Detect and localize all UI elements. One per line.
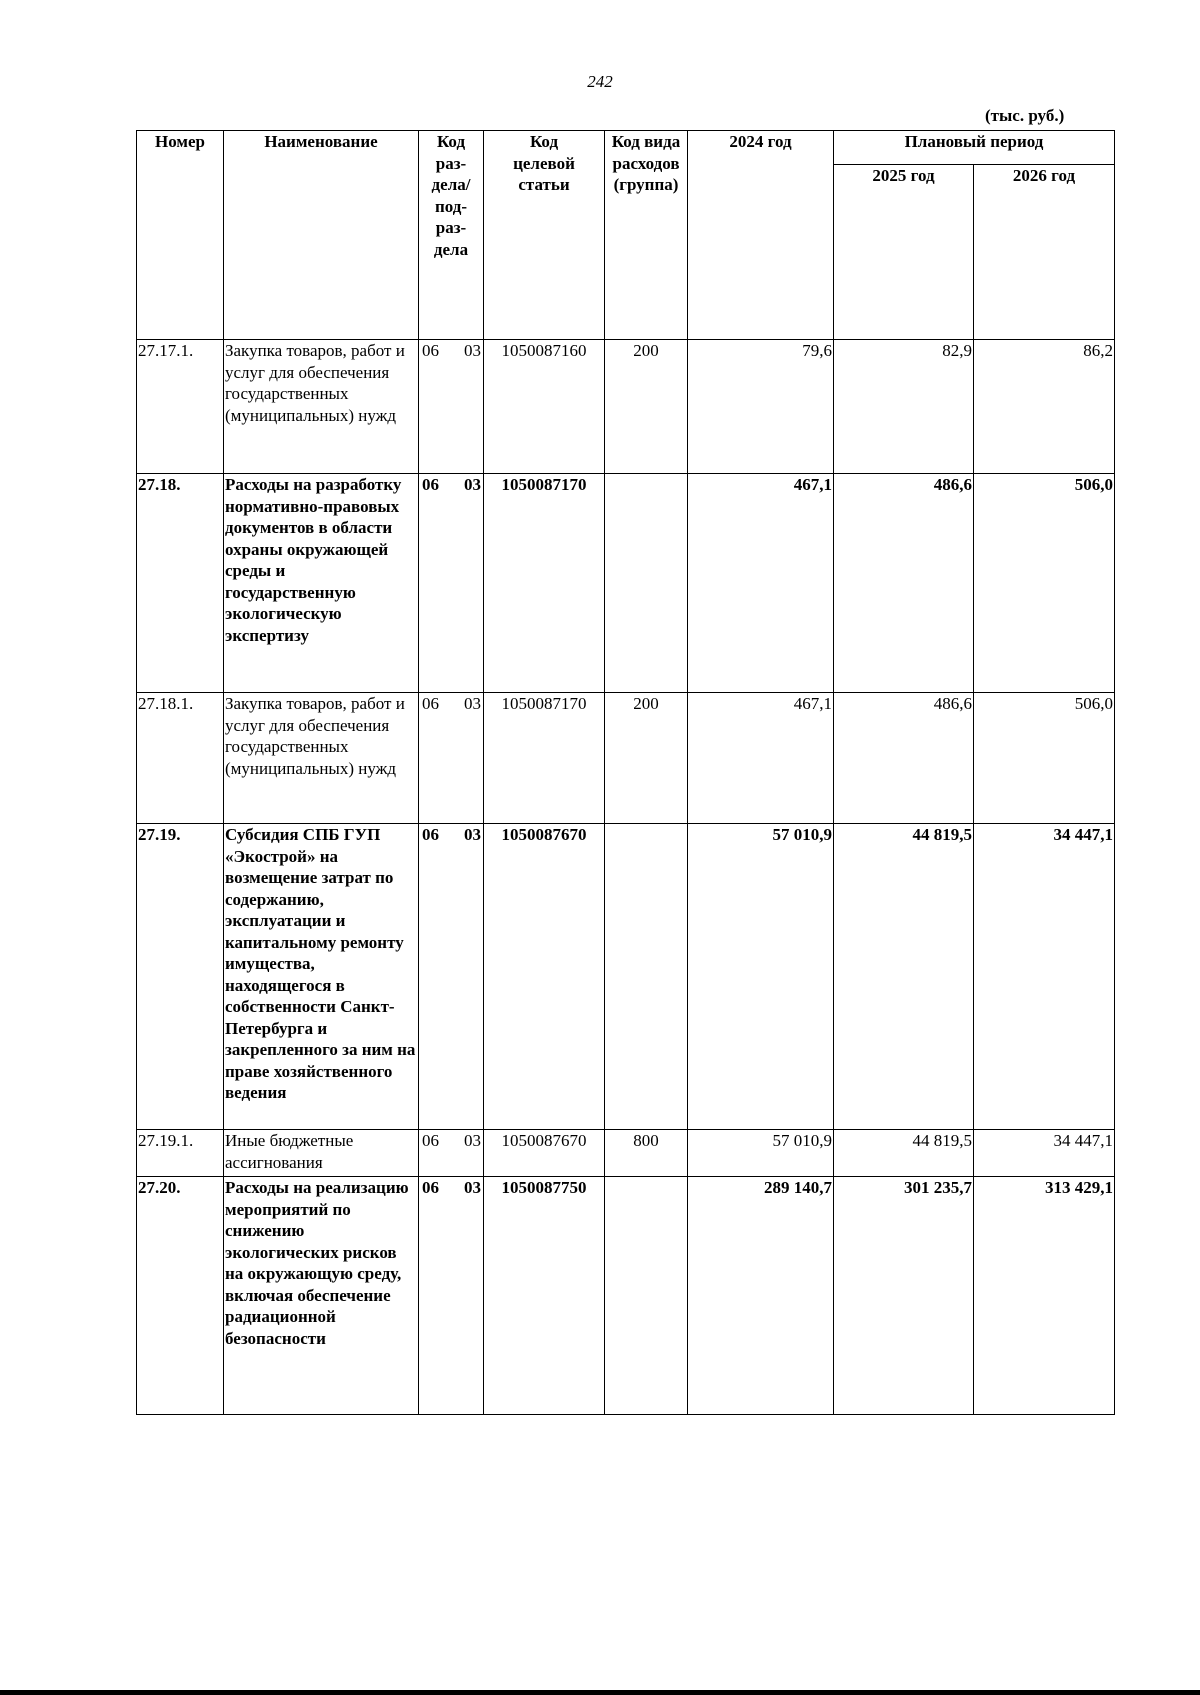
row-amount-2025: 301 235,7 (834, 1177, 974, 1415)
table-header (137, 131, 1115, 340)
header-section (419, 131, 484, 340)
row-amount-2026: 34 447,1 (974, 824, 1115, 1130)
row-amount-2025: 82,9 (834, 340, 974, 474)
row-expense-kind: 200 (605, 693, 688, 824)
units-label: (тыс. руб.) (985, 106, 1065, 125)
row-number: 27.19.1. (137, 1130, 224, 1177)
row-section: 06 (422, 341, 439, 360)
row-name: Иные бюджетные ассигнования (224, 1130, 419, 1177)
row-number: 27.17.1. (137, 340, 224, 474)
header-planned-period: Плановый период (834, 131, 1115, 165)
row-amount-2026: 313 429,1 (974, 1177, 1115, 1415)
row-amount-2024: 57 010,9 (688, 824, 834, 1130)
row-amount-2024: 467,1 (688, 693, 834, 824)
row-amount-2024: 79,6 (688, 340, 834, 474)
row-target-code: 1050087670 (484, 1130, 605, 1177)
row-amount-2026: 506,0 (974, 474, 1115, 693)
table-row (137, 1130, 1115, 1177)
table-row (137, 1177, 1115, 1415)
row-target-code: 1050087160 (484, 340, 605, 474)
table-row (137, 824, 1115, 1130)
row-amount-2026: 506,0 (974, 693, 1115, 824)
table-row (137, 474, 1115, 693)
row-number: 27.20. (137, 1177, 224, 1415)
header-2024: 2024 год (688, 131, 834, 340)
budget-table (136, 130, 1115, 1415)
table-row (137, 693, 1115, 824)
row-section: 06 (422, 825, 439, 844)
row-target-code: 1050087170 (484, 474, 605, 693)
row-expense-kind (605, 474, 688, 693)
row-amount-2026: 86,2 (974, 340, 1115, 474)
header-kvr (605, 131, 688, 340)
row-expense-kind: 200 (605, 340, 688, 474)
page-number: 242 (587, 72, 613, 91)
row-amount-2025: 44 819,5 (834, 824, 974, 1130)
row-expense-kind (605, 1177, 688, 1415)
header-2025: 2025 год (834, 165, 974, 340)
row-amount-2025: 486,6 (834, 693, 974, 824)
header-kvr-text: Код вида расходов (группа) (611, 132, 681, 194)
row-subsection: 03 (464, 475, 481, 494)
row-subsection: 03 (464, 1131, 481, 1150)
header-target-text: Код целевой статьи (513, 132, 575, 194)
row-amount-2025: 486,6 (834, 474, 974, 693)
header-target (484, 131, 605, 340)
row-target-code: 1050087670 (484, 824, 605, 1130)
row-expense-kind: 800 (605, 1130, 688, 1177)
row-name: Расходы на разработку нормативно-правовых документов в области охраны окружающей среды и государственную экологическую экспертизу (224, 474, 419, 693)
row-number: 27.18.1. (137, 693, 224, 824)
row-section-cell (419, 693, 484, 824)
row-section-cell (419, 474, 484, 693)
row-amount-2024: 289 140,7 (688, 1177, 834, 1415)
table-body (137, 340, 1115, 1415)
header-section-text: Код раз- дела/ под- раз- дела (431, 132, 471, 259)
row-subsection: 03 (464, 1178, 481, 1197)
row-name: Расходы на реализацию мероприятий по снижению экологических рисков на окружающую среду, включая обеспечение радиационной безопасности (224, 1177, 419, 1415)
row-target-code: 1050087750 (484, 1177, 605, 1415)
row-number: 27.19. (137, 824, 224, 1130)
row-number: 27.18. (137, 474, 224, 693)
row-section-cell (419, 824, 484, 1130)
row-section-cell (419, 1177, 484, 1415)
row-section: 06 (422, 1178, 439, 1197)
row-amount-2026: 34 447,1 (974, 1130, 1115, 1177)
row-subsection: 03 (464, 825, 481, 844)
header-num: Номер (137, 131, 224, 340)
header-name: Наименование (224, 131, 419, 340)
row-section-cell (419, 1130, 484, 1177)
row-name: Субсидия СПБ ГУП «Экострой» на возмещение затрат по содержанию, эксплуатации и капитальному ремонту имущества, находящегося в собственности Санкт-Петербурга и закрепленного за ним на праве хозяйственного ведения (224, 824, 419, 1130)
row-section: 06 (422, 1131, 439, 1150)
row-amount-2024: 57 010,9 (688, 1130, 834, 1177)
table-row (137, 340, 1115, 474)
row-amount-2024: 467,1 (688, 474, 834, 693)
row-subsection: 03 (464, 694, 481, 713)
row-expense-kind (605, 824, 688, 1130)
bottom-border (0, 1690, 1200, 1695)
row-section: 06 (422, 694, 439, 713)
header-2026: 2026 год (974, 165, 1115, 340)
row-subsection: 03 (464, 341, 481, 360)
row-name: Закупка товаров, работ и услуг для обеспечения государственных (муниципальных) нужд (224, 693, 419, 824)
row-section: 06 (422, 475, 439, 494)
row-target-code: 1050087170 (484, 693, 605, 824)
row-amount-2025: 44 819,5 (834, 1130, 974, 1177)
row-section-cell (419, 340, 484, 474)
row-name: Закупка товаров, работ и услуг для обеспечения государственных (муниципальных) нужд (224, 340, 419, 474)
